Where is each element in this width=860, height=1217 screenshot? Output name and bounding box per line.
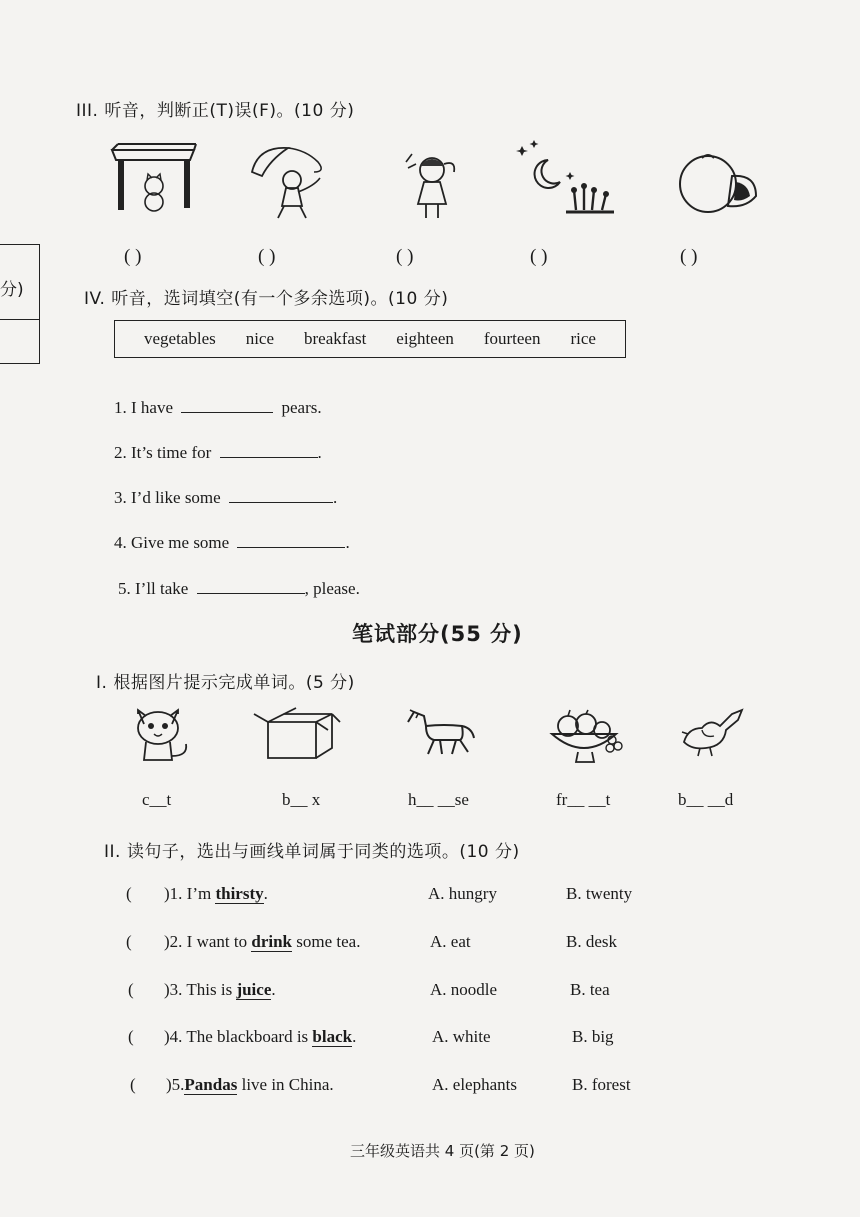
box-icon: [252, 706, 342, 769]
choice-question-1: [164, 884, 268, 904]
spell-word-3: h__ __se: [408, 790, 469, 809]
boy-kite-icon: [248, 142, 332, 227]
underlined-word: black: [312, 1027, 353, 1046]
cat-icon: [130, 704, 194, 771]
fill-item-2: [114, 439, 322, 463]
fill-item-1: [114, 394, 322, 418]
fill-item-5: [118, 575, 360, 599]
cat-under-table-icon: [108, 140, 198, 221]
question-text: .: [263, 884, 268, 903]
word-bank-item: fourteen: [483, 329, 541, 348]
fill-item-text: .: [345, 533, 350, 552]
written-section2-heading: II. 读句子，选出与画线单词属于同类的选项。(10 分): [104, 842, 520, 862]
fruit-bowl-icon: [548, 710, 624, 769]
underlined-word: thirsty: [215, 884, 264, 903]
option-b[interactable]: B. big: [572, 1027, 614, 1046]
fill-blank[interactable]: [229, 484, 333, 503]
section3-heading: III. 听音，判断正(T)误(F)。(10 分): [76, 101, 355, 121]
fill-item-text: , please.: [304, 579, 360, 598]
fill-item-3: [114, 484, 337, 508]
question-text: This is: [186, 980, 233, 999]
question-number: )4.: [164, 1027, 183, 1046]
word-bank-item: vegetables: [143, 329, 216, 348]
option-a[interactable]: A. eat: [430, 932, 471, 951]
fill-item-text: .: [317, 443, 322, 462]
choice-question-5: [166, 1075, 334, 1095]
word-bank-item: eighteen: [396, 329, 454, 348]
spell-word-5: b__ __d: [678, 790, 734, 809]
question-number: )2.: [164, 932, 183, 951]
answer-paren-2[interactable]: ( ): [258, 246, 276, 267]
answer-paren-5[interactable]: ( ): [680, 246, 698, 267]
option-b[interactable]: B. twenty: [566, 884, 633, 903]
option-a[interactable]: A. white: [432, 1027, 491, 1046]
question-text: .: [352, 1027, 357, 1046]
moon-night-icon: [518, 138, 618, 223]
horse-icon: [404, 708, 478, 763]
option-a[interactable]: A. elephants: [432, 1075, 517, 1094]
question-text: some tea.: [296, 932, 361, 951]
fill-item-text: 3. I’d like some: [114, 488, 221, 507]
underlined-word: drink: [251, 932, 292, 951]
option-a[interactable]: A. noodle: [430, 980, 498, 999]
option-a[interactable]: A. hungry: [428, 884, 497, 903]
word-bank-item: rice: [570, 329, 596, 348]
option-b[interactable]: B. tea: [570, 980, 610, 999]
fill-item-4: [114, 529, 350, 553]
spell-word-4: fr__ __t: [556, 790, 611, 809]
choice-question-4: [164, 1027, 356, 1047]
fill-blank[interactable]: [237, 529, 345, 548]
fill-item-text: .: [332, 488, 338, 507]
fill-item-text: 4. Give me some: [114, 533, 230, 552]
fill-blank[interactable]: [197, 575, 305, 594]
side-mark: 分): [0, 280, 24, 300]
underlined-word: Pandas: [184, 1075, 238, 1094]
choice-paren[interactable]: (: [130, 1075, 136, 1094]
fill-item-text: pears.: [281, 398, 322, 417]
underlined-word: juice: [236, 980, 272, 999]
fill-blank[interactable]: [181, 394, 273, 413]
choice-paren[interactable]: (: [128, 1027, 134, 1046]
side-box-divider: [0, 319, 39, 320]
question-number: )3.: [164, 980, 183, 999]
choice-question-3: [164, 980, 276, 1000]
girl-icon: [402, 150, 462, 227]
fill-item-text: 2. It’s time for: [114, 443, 212, 462]
word-bank-item: breakfast: [304, 329, 367, 348]
option-b[interactable]: B. desk: [566, 932, 617, 951]
score-side-box: [0, 244, 40, 364]
option-b[interactable]: B. forest: [572, 1075, 631, 1094]
question-text: I want to: [186, 932, 248, 951]
word-bank-box: [114, 320, 626, 358]
question-text: .: [271, 980, 276, 999]
word-bank-item: nice: [245, 329, 275, 348]
spell-word-1: c__t: [142, 790, 172, 809]
answer-paren-1[interactable]: ( ): [124, 246, 142, 267]
choice-paren[interactable]: (: [128, 980, 134, 999]
choice-question-2: [164, 932, 360, 952]
answer-paren-4[interactable]: ( ): [530, 246, 548, 267]
fill-item-text: 5. I’ll take: [118, 579, 189, 598]
spell-word-2: b__ x: [282, 790, 321, 809]
choice-paren[interactable]: (: [126, 932, 132, 951]
question-number: )1.: [164, 884, 183, 903]
orange-icon: [676, 150, 760, 223]
choice-paren[interactable]: (: [126, 884, 132, 903]
bird-icon: [680, 708, 746, 763]
question-number: )5.: [166, 1075, 185, 1094]
fill-blank[interactable]: [220, 439, 318, 458]
question-text: I’m: [186, 884, 212, 903]
written-section1-heading: I. 根据图片提示完成单词。(5 分): [96, 673, 355, 693]
answer-paren-3[interactable]: ( ): [396, 246, 414, 267]
section4-heading: IV. 听音，选词填空(有一个多余选项)。(10 分): [84, 289, 449, 309]
page-footer: 三年级英语共 4 页(第 2 页): [350, 1142, 535, 1160]
question-text: live in China.: [241, 1075, 334, 1094]
question-text: The blackboard is: [186, 1027, 309, 1046]
written-part-title: 笔试部分(55 分): [352, 622, 523, 646]
fill-item-text: 1. I have: [114, 398, 174, 417]
